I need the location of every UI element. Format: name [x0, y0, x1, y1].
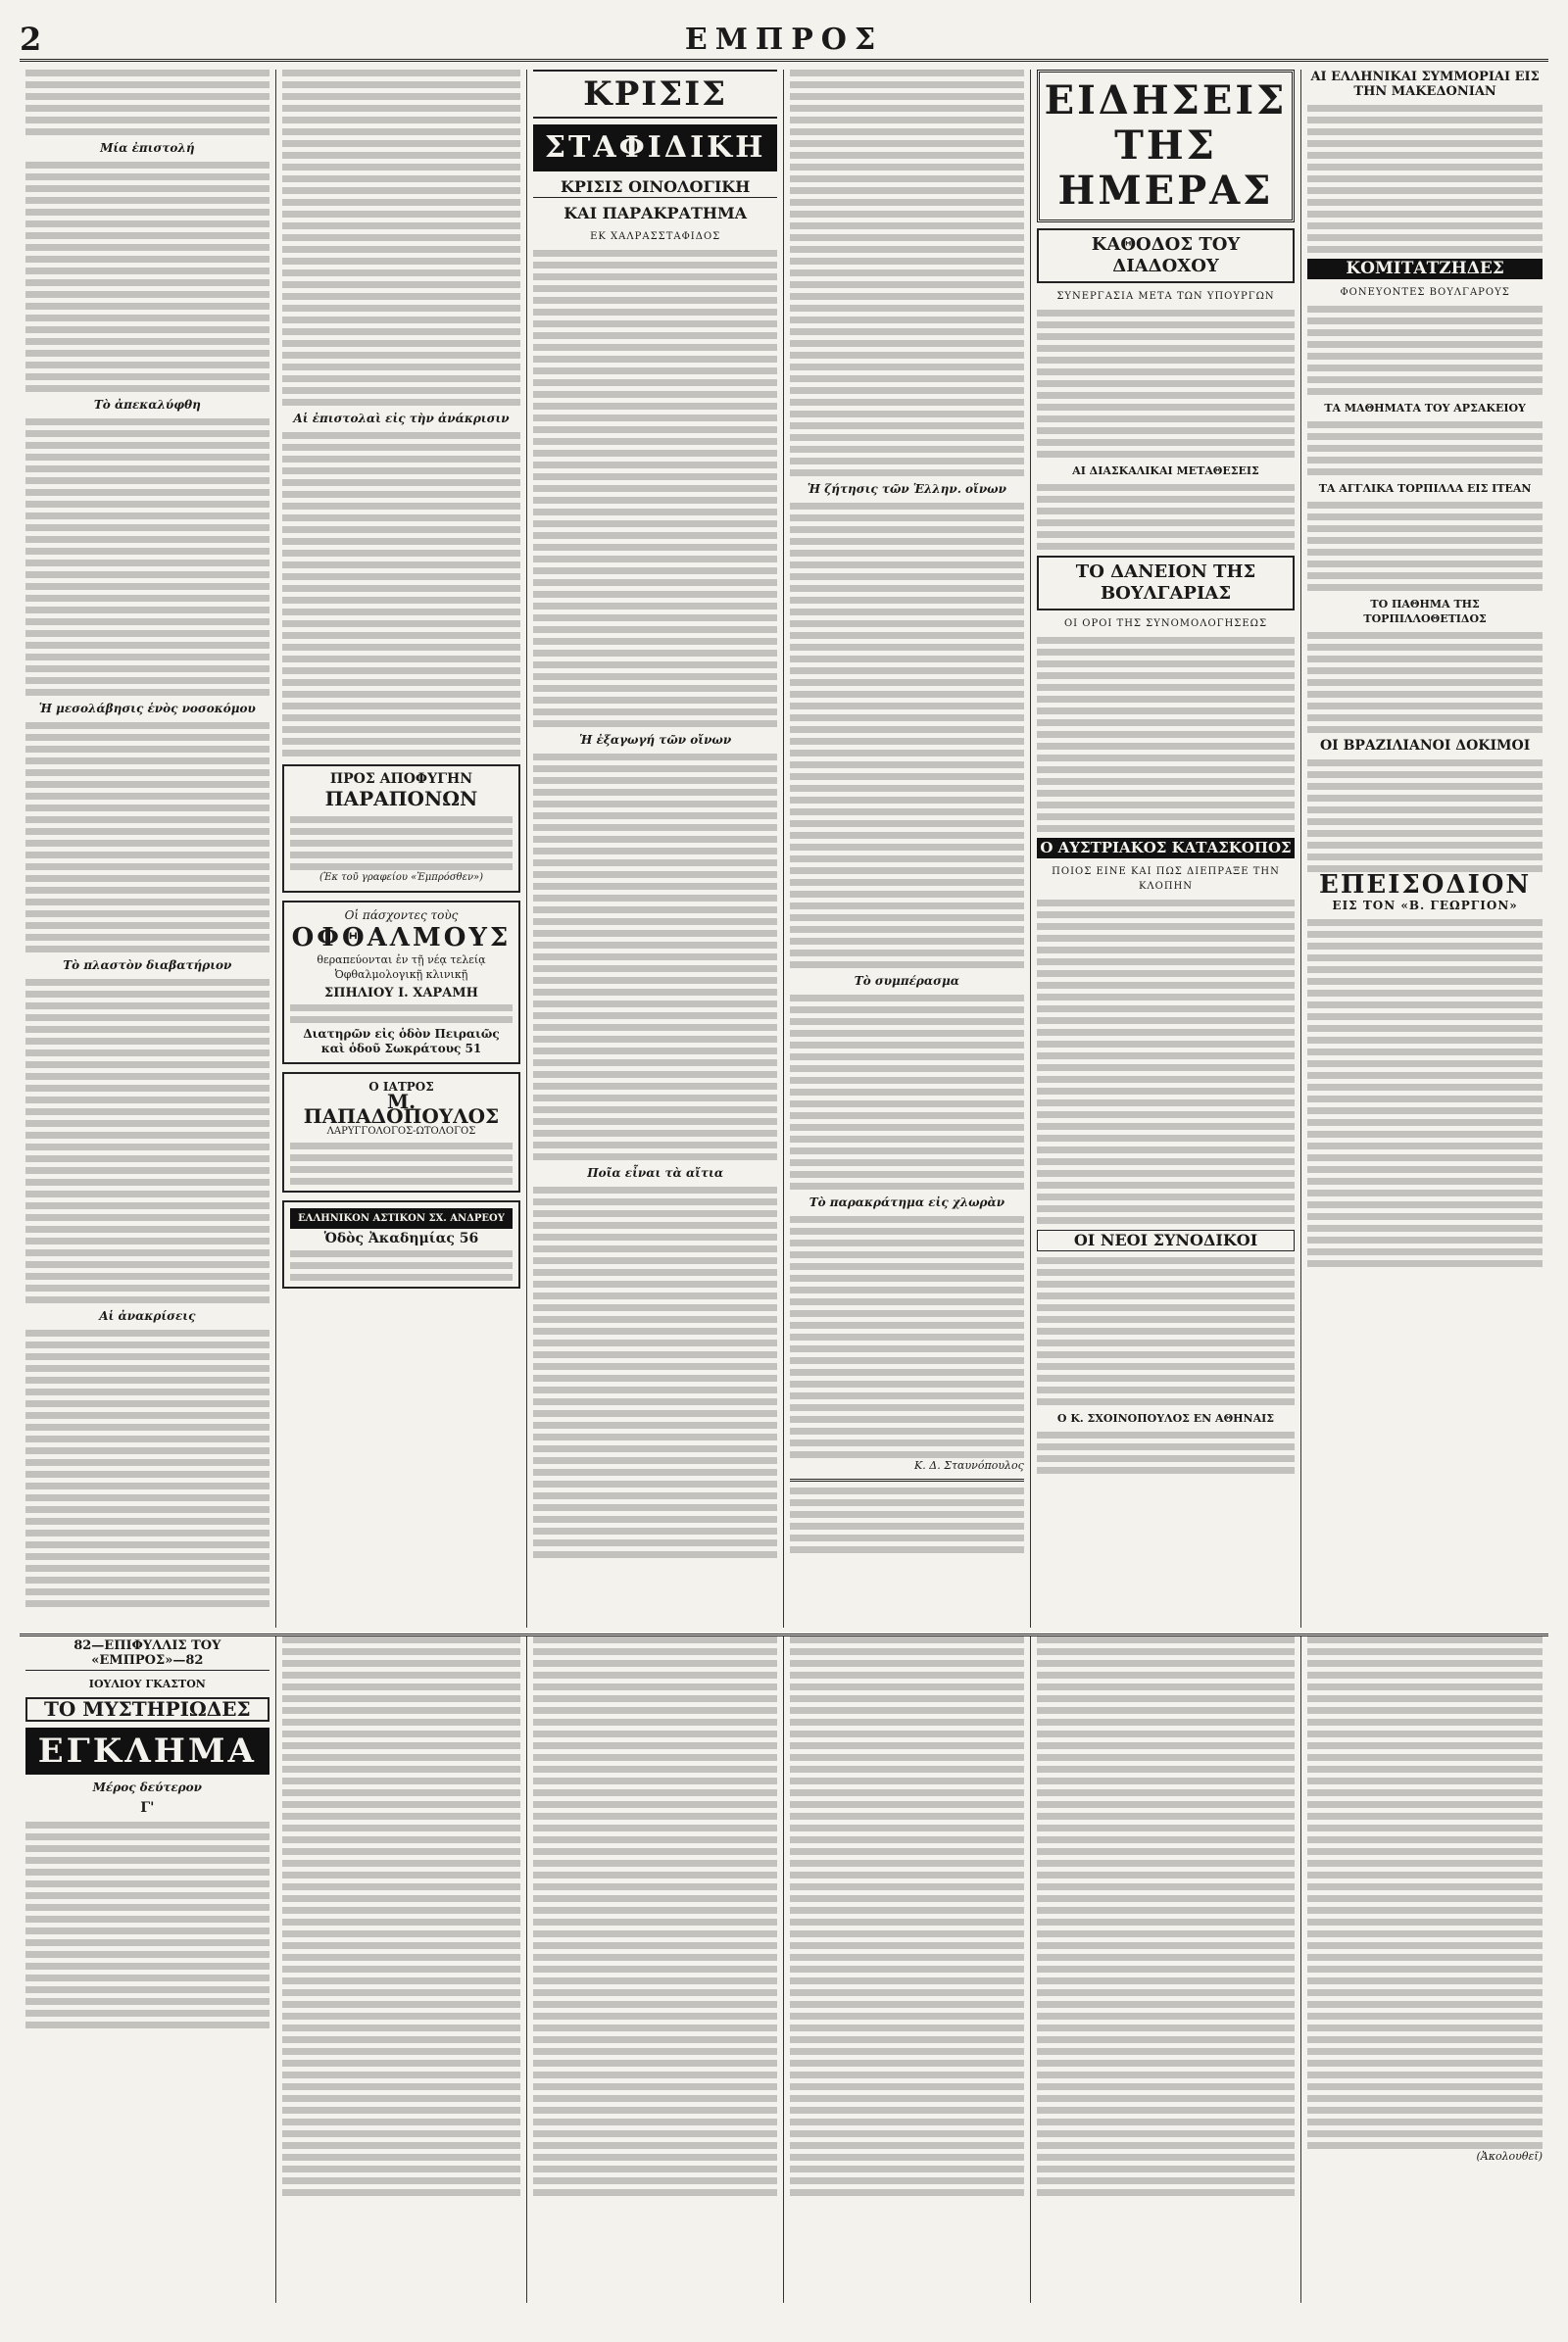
- heading-austrian-spy: Ο ΑΥΣΤΡΙΑΚΟΣ ΚΑΤΑΣΚΟΠΟΣ: [1037, 838, 1295, 858]
- feuilleton-header: 82—ΕΠΙΦΥΛΛΙΣ ΤΟΥ «ΕΜΠΡΟΣ»—82: [25, 1636, 270, 1671]
- feuilleton-section: [20, 1634, 1548, 2303]
- heading: Ποῖα εἶναι τὰ αἴτια: [587, 1166, 724, 1180]
- column-6: [1301, 70, 1548, 1628]
- headline-raisin: ΣΤΑΦΙΔΙΚΗ: [533, 124, 777, 171]
- feuilleton-column-6: [1301, 1636, 1548, 2303]
- column-3: [527, 70, 784, 1628]
- subheading: ΣΥΝΕΡΓΑΣΙΑ ΜΕΤΑ ΤΩΝ ΥΠΟΥΡΓΩΝ: [1056, 291, 1275, 302]
- ad-intro: Οἱ πάσχοντες τοὺς: [344, 908, 459, 922]
- heading: Αἱ ἀνακρίσεις: [99, 1309, 196, 1323]
- ad-source: (Ἐκ τοῦ γραφείου «Ἐμπρόσθεν»): [318, 872, 484, 883]
- subheading: ΦΟΝΕΥΟΝΤΕΣ ΒΟΥΛΓΑΡΟΥΣ: [1340, 287, 1510, 298]
- ad-specialty: ΛΑΡΥΓΓΟΛΟΓΟΣ-ΩΤΟΛΟΓΟΣ: [326, 1126, 476, 1137]
- heading: ΤΑ ΑΓΓΛΙΚΑ ΤΟΡΠΙΛΛΑ ΕΙΣ ΙΤΕΑΝ: [1318, 482, 1532, 495]
- subheading: ΟΙ ΟΡΟΙ ΤΗΣ ΣΥΝΟΜΟΛΟΓΗΣΕΩΣ: [1063, 618, 1268, 629]
- ad-address: Ὁδὸς Ἀκαδημίας 56: [323, 1231, 479, 1246]
- column-1: [20, 70, 276, 1628]
- column-5: [1031, 70, 1301, 1628]
- ad-title: ΕΛΛΗΝΙΚΟΝ ΑΣΤΙΚΟΝ ΣΧ. ΑΝΔΡΕΟΥ: [290, 1208, 514, 1229]
- heading: Μία ἐπιστολή: [100, 141, 195, 155]
- news-of-the-day-headline: ΕΙΔΗΣΕΙΣ ΤΗΣ ΗΜΕΡΑΣ: [1037, 70, 1295, 222]
- ad-title: ΠΡΟΣ ΑΠΟΦΥΓΗΝ: [329, 771, 473, 787]
- heading-greek-bands: ΑΙ ΕΛΛΗΝΙΚΑΙ ΣΥΜΜΟΡΙΑΙ ΕΙΣ ΤΗΝ ΜΑΚΕΔΟΝΙΑΝ: [1310, 70, 1540, 99]
- heading: ΤΑ ΜΑΘΗΜΑΤΑ ΤΟΥ ΑΡΣΑΚΕΙΟΥ: [1324, 402, 1526, 415]
- feuilleton-column-5: [1031, 1636, 1301, 2303]
- heading: Τὸ ἀπεκαλύφθη: [93, 398, 201, 412]
- heading-crown-prince: ΚΑΘΟΔΟΣ ΤΟΥ ΔΙΑΔΟΧΟΥ: [1037, 228, 1295, 283]
- page-number: 2: [20, 21, 42, 58]
- heading: Τὸ συμπέρασμα: [854, 974, 959, 988]
- heading: Τὸ πλαστὸν διαβατήριον: [63, 958, 232, 972]
- upper-section: [20, 70, 1548, 1628]
- advertisement-eye-clinic: [282, 901, 521, 1064]
- part: Μέρος δεύτερον: [92, 1781, 202, 1794]
- byline: ΕΚ ΧΑΛΡΑΣΣΤΑΦΙΔΟΣ: [590, 231, 721, 242]
- heading-komitadjis: ΚΟΜΙΤΑΤΖΗΔΕΣ: [1307, 259, 1543, 279]
- headline-crisis: ΚΡΙΣΙΣ: [533, 70, 777, 119]
- advertisement-school: [282, 1200, 521, 1289]
- heading: ΑΙ ΔΙΑΣΚΑΛΙΚΑΙ ΜΕΤΑΘΕΣΕΙΣ: [1072, 464, 1259, 477]
- subheading: ΠΟΙΟΣ ΕΙΝΕ ΚΑΙ ΠΩΣ ΔΙΕΠΡΑΞΕ ΤΗΝ ΚΛΟΠΗΝ: [1052, 866, 1280, 892]
- heading: Τὸ παρακράτημα εἰς χλωρὰν: [808, 1195, 1005, 1209]
- newspaper-title: ΕΜΠΡΟΣ: [684, 22, 884, 57]
- feuilleton-column-4: [784, 1636, 1031, 2303]
- ad-address: Διατηρῶν εἰς ὁδὸν Πειραιῶς καὶ ὁδοῦ Σωκράτους 51: [303, 1027, 500, 1055]
- column-2: [276, 70, 528, 1628]
- heading-bulgarian-loan: ΤΟ ΔΑΝΕΙΟΝ ΤΗΣ ΒΟΥΛΓΑΡΙΑΣ: [1037, 556, 1295, 610]
- subheading: ΕΙΣ ΤΟΝ «Β. ΓΕΩΡΓΙΟΝ»: [1332, 899, 1518, 912]
- ad-title: Ο ΙΑΤΡΟΣ: [368, 1080, 434, 1094]
- heading: ΤΟ ΠΑΘΗΜΑ ΤΗΣ ΤΟΡΠΙΛΛΟΘΕΤΙΔΟΣ: [1363, 598, 1487, 625]
- column-4: [784, 70, 1031, 1628]
- novel-title: ΤΟ ΜΥΣΤΗΡΙΩΔΕΣ: [25, 1697, 270, 1722]
- heading: Ἡ μεσολάβησις ἑνὸς νοσοκόμου: [38, 702, 256, 715]
- masthead: [20, 20, 1548, 62]
- ad-text: θεραπεύονται ἐν τῇ νέᾳ τελείᾳ Ὀφθαλμολογικῇ κλινικῇ: [317, 953, 486, 981]
- heading: Ἡ ζήτησις τῶν Ἑλλην. οἴνων: [807, 482, 1006, 496]
- signature: Κ. Δ. Σταυνόπουλος: [914, 1459, 1024, 1472]
- feuilleton-column-2: [276, 1636, 528, 2303]
- ad-subtitle: ΠΑΡΑΠΟΝΩΝ: [324, 787, 478, 810]
- author: ΙΟΥΛΙΟΥ ΓΚΑΣΤΟΝ: [88, 1678, 206, 1690]
- novel-title-2: ΕΓΚΛΗΜΑ: [25, 1728, 270, 1775]
- heading: Αἱ ἐπιστολαὶ εἰς τὴν ἀνάκρισιν: [293, 412, 510, 425]
- ad-headline: ΟΦΘΑΛΜΟΥΣ: [291, 923, 512, 952]
- advertisement-complaints: [282, 764, 521, 893]
- heading-new-synod: ΟΙ ΝΕΟΙ ΣΥΝΟΔΙΚΟΙ: [1037, 1230, 1295, 1251]
- to-be-continued: (Ἀκολουθεῖ): [1476, 2150, 1543, 2163]
- heading: ΟΙ ΒΡΑΖΙΛΙΑΝΟΙ ΔΟΚΙΜΟΙ: [1319, 738, 1531, 754]
- heading: Ο Κ. ΣΧΟΙΝΟΠΟΥΛΟΣ ΕΝ ΑΘΗΝΑΙΣ: [1056, 1412, 1275, 1425]
- newspaper-page: [20, 20, 1548, 2303]
- ad-doctor-name: Μ. ΠΑΠΑΔΟΠΟΥΛΟΣ: [303, 1090, 500, 1128]
- heading-incident: ΕΠΕΙΣΟΔΙΟΝ: [1319, 870, 1532, 900]
- feuilleton-column-3: [527, 1636, 784, 2303]
- chapter: Γ': [140, 1800, 155, 1816]
- heading: Ἡ ἐξαγωγή τῶν οἴνων: [579, 733, 732, 747]
- ad-doctor-name: ΣΠΗΛΙΟΥ Ι. ΧΑΡΑΜΗ: [324, 986, 478, 1000]
- feuilleton-column-1: [20, 1636, 276, 2303]
- subheadline-retention: ΚΑΙ ΠΑΡΑΚΡΑΤΗΜΑ: [564, 204, 748, 222]
- subheadline-wine: ΚΡΙΣΙΣ ΟΙΝΟΛΟΓΙΚΗ: [533, 177, 777, 198]
- advertisement-doctor: [282, 1072, 521, 1193]
